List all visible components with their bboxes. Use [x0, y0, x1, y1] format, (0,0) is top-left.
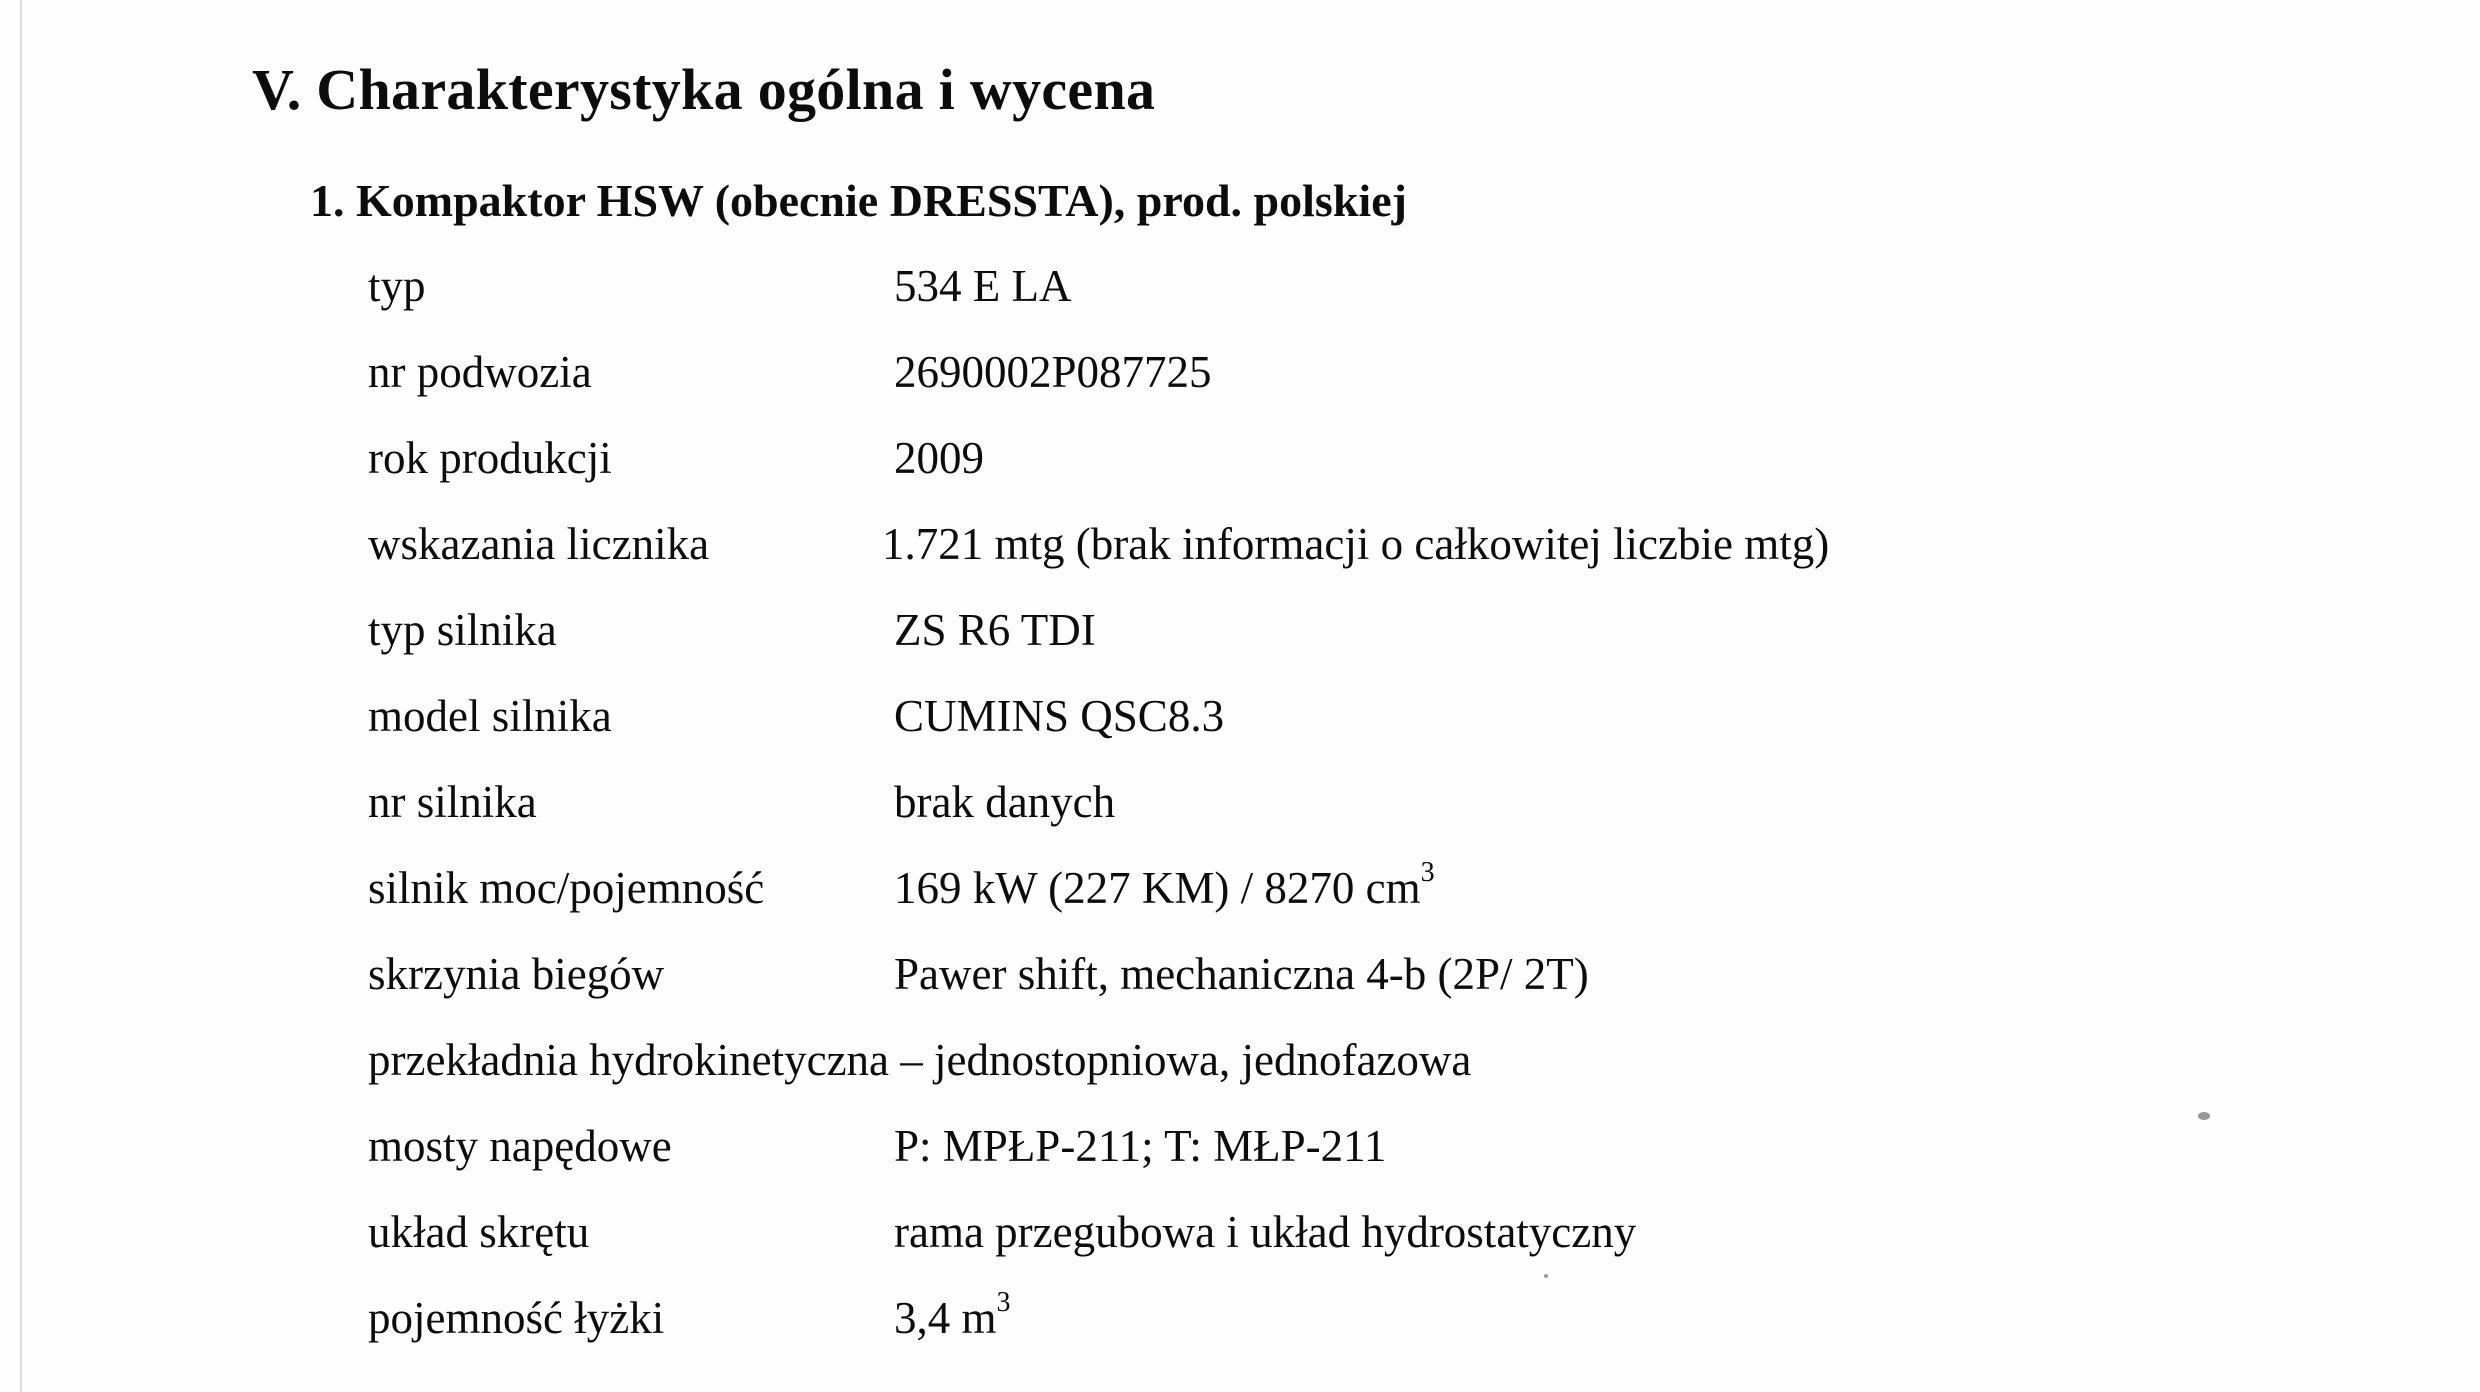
superscript: 3 [996, 1287, 1011, 1318]
spec-value: CUMINS QSC8.3 [894, 691, 1225, 741]
spec-label: mosty napędowe [368, 1121, 672, 1171]
spec-label: skrzynia biegów [368, 949, 665, 999]
spec-value [894, 857, 1435, 914]
spec-label: silnik moc/pojemność [368, 863, 765, 913]
item-subheading: 1. Kompaktor HSW (obecnie DRESSTA), prod. polskiej [310, 175, 1407, 226]
spec-value: P: MPŁP-211; T: MŁP-211 [894, 1121, 1387, 1171]
spec-label: nr podwozia [368, 347, 592, 397]
scan-edge-line [20, 0, 22, 1392]
spec-label: model silnika [368, 691, 612, 741]
spec-value: Pawer shift, mechaniczna 4-b (2P/ 2T) [894, 949, 1589, 999]
spec-value: 1.721 mtg (brak informacji o całkowitej liczbie mtg) [882, 519, 1830, 569]
spec-label: przekładnia hydrokinetyczna – jednostopniowa, jednofazowa [368, 1035, 1472, 1085]
spec-value: brak danych [894, 777, 1116, 827]
spec-value: 2009 [894, 433, 984, 483]
spec-value: rama przegubowa i układ hydrostatyczny [894, 1207, 1637, 1257]
spec-label: typ silnika [368, 605, 557, 655]
spec-label: rok produkcji [368, 433, 612, 483]
scan-speck [2198, 1112, 2210, 1120]
spec-value-text: 169 kW (227 KM) / 8270 cm [894, 863, 1421, 913]
spec-label: nr silnika [368, 777, 537, 827]
scan-speck [1544, 1274, 1548, 1278]
spec-value: 534 E LA [894, 261, 1072, 311]
spec-label: układ skrętu [368, 1207, 590, 1257]
spec-value: 2690002P087725 [894, 347, 1212, 397]
spec-value: ZS R6 TDI [894, 605, 1096, 655]
section-heading: V. Charakterystyka ogólna i wycena [252, 57, 1156, 122]
spec-value [894, 1287, 1011, 1344]
spec-value-text: 3,4 m [894, 1293, 997, 1343]
spec-label: pojemność łyżki [368, 1293, 665, 1343]
spec-label: wskazania licznika [368, 519, 710, 569]
superscript: 3 [1420, 857, 1435, 888]
spec-label: typ [368, 261, 426, 311]
